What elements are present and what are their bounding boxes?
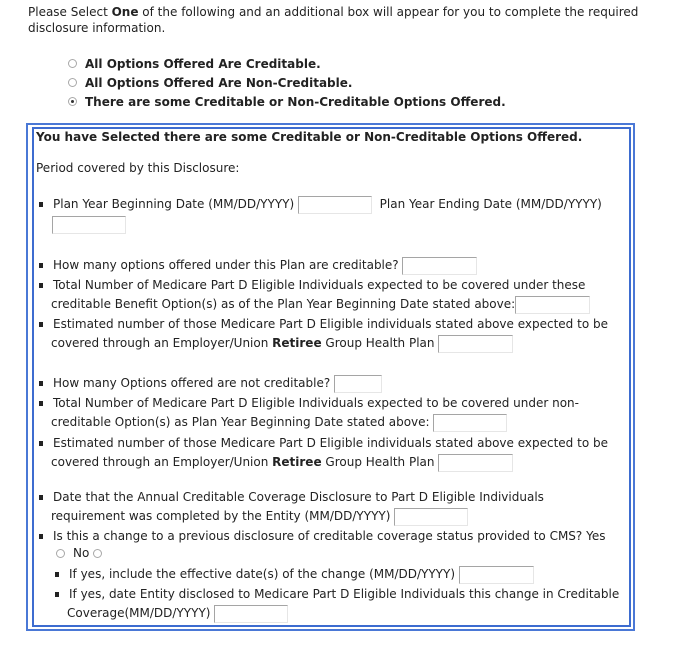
creditable-count-label: How many options offered under this Plan are creditable? (53, 258, 399, 272)
creditable-estimate-row (36, 315, 608, 334)
noncreditable-count-label: How many Options offered are not creditable? (53, 376, 331, 390)
creditable-total-label-cont: creditable Benefit Option(s) as of the Plan Year Beginning Date stated above: (51, 297, 516, 311)
bullet-icon (39, 401, 43, 406)
option-label: All Options Offered Are Creditable. (85, 56, 321, 71)
retiree-emphasis: Retiree (272, 455, 322, 469)
instructions-emphasis: One (111, 5, 139, 19)
radio-some-creditable[interactable] (68, 97, 77, 106)
bullet-icon (39, 381, 43, 386)
plan-begin-label: Plan Year Beginning Date (MM/DD/YYYY) (53, 197, 295, 211)
effective-date-input[interactable] (459, 566, 534, 584)
disclosed-date-row-cont (67, 604, 288, 623)
disclosed-date-label-cont: Coverage(MM/DD/YYYY) (67, 606, 211, 620)
disclosure-date-row (36, 488, 544, 507)
estimate-text-end: Group Health Plan (321, 336, 435, 350)
disclosed-date-row (52, 585, 619, 604)
bullet-icon (39, 441, 43, 446)
estimate-text-end: Group Health Plan (321, 455, 435, 469)
disclosure-date-input[interactable] (394, 508, 468, 526)
option-some-creditable[interactable] (68, 92, 506, 111)
noncreditable-total-label-cont: creditable Option(s) as Plan Year Beginning Date stated above: (51, 415, 430, 429)
instructions-text-before: Please Select (28, 5, 112, 19)
radio-change-no[interactable] (93, 549, 102, 558)
bullet-icon (39, 322, 43, 327)
bullet-icon (39, 495, 43, 500)
panel-title: You have Selected there are some Creditable or Non-Creditable Options Offered. (36, 130, 583, 144)
period-label: Period covered by this Disclosure: (36, 161, 240, 175)
creditable-estimate-label: Estimated number of those Medicare Part D Eligible individuals stated above expected to be (53, 317, 608, 331)
radio-all-non-creditable[interactable] (68, 78, 77, 87)
creditable-count-input[interactable] (402, 257, 477, 275)
creditable-estimate-input[interactable] (438, 335, 513, 353)
no-label: No (73, 546, 90, 560)
noncreditable-total-row-cont (51, 413, 507, 432)
noncreditable-estimate-label: Estimated number of those Medicare Part D Eligible individuals stated above expected to be (53, 436, 608, 450)
bullet-icon (39, 534, 43, 539)
bullet-icon (39, 263, 43, 268)
bullet-icon (55, 592, 59, 597)
creditable-total-input[interactable] (515, 296, 590, 314)
plan-begin-date-input[interactable] (298, 196, 372, 214)
noncreditable-total-input[interactable] (433, 414, 507, 432)
change-question-label: Is this a change to a previous disclosure of creditable coverage status provided to CMS? Yes (53, 529, 606, 543)
disclosure-date-row-cont (51, 507, 468, 526)
instructions-text (28, 4, 668, 36)
change-question-row (36, 527, 605, 546)
plan-end-label: Plan Year Ending Date (MM/DD/YYYY) (379, 197, 602, 211)
option-all-non-creditable[interactable] (68, 73, 506, 92)
effective-date-row (52, 565, 534, 584)
estimate-text: covered through an Employer/Union (51, 336, 273, 350)
bullet-icon (39, 202, 43, 207)
noncreditable-count-row (36, 374, 382, 393)
disclosure-date-label: Date that the Annual Creditable Coverage Disclosure to Part D Eligible Individuals (53, 490, 544, 504)
noncreditable-estimate-input[interactable] (438, 454, 513, 472)
bullet-icon (55, 572, 59, 577)
retiree-emphasis: Retiree (272, 336, 322, 350)
creditable-estimate-row-cont (51, 334, 513, 353)
noncreditable-estimate-row-cont (51, 453, 513, 472)
radio-change-yes[interactable] (56, 549, 65, 558)
estimate-text: covered through an Employer/Union (51, 455, 273, 469)
disclosure-option-group (68, 54, 506, 111)
noncreditable-count-input[interactable] (334, 375, 382, 393)
effective-date-label: If yes, include the effective date(s) of the change (MM/DD/YYYY) (69, 567, 456, 581)
creditable-count-row (36, 256, 477, 275)
creditable-total-label: Total Number of Medicare Part D Eligible Individuals expected to be covered under these (53, 278, 586, 292)
radio-all-creditable[interactable] (68, 59, 77, 68)
option-label: All Options Offered Are Non-Creditable. (85, 75, 353, 90)
disclosed-date-input[interactable] (214, 605, 288, 623)
instructions-text-after: of the following and an additional box will appear for you to complete the required disclosure information. (28, 5, 639, 35)
creditable-total-row-cont (51, 295, 590, 314)
plan-dates-row (36, 195, 602, 214)
noncreditable-estimate-row (36, 434, 608, 453)
option-all-creditable[interactable] (68, 54, 506, 73)
change-radio-row (56, 544, 110, 563)
option-label: There are some Creditable or Non-Creditable Options Offered. (85, 94, 506, 109)
bullet-icon (39, 283, 43, 288)
noncreditable-total-row (36, 394, 579, 413)
noncreditable-total-label: Total Number of Medicare Part D Eligible Individuals expected to be covered under non- (53, 396, 579, 410)
creditable-total-row (36, 276, 585, 295)
disclosure-date-label-cont: requirement was completed by the Entity (MM/DD/YYYY) (51, 509, 391, 523)
plan-end-date-input[interactable] (52, 216, 126, 234)
disclosed-date-label: If yes, date Entity disclosed to Medicare Part D Eligible Individuals this change in Creditable (69, 587, 620, 601)
